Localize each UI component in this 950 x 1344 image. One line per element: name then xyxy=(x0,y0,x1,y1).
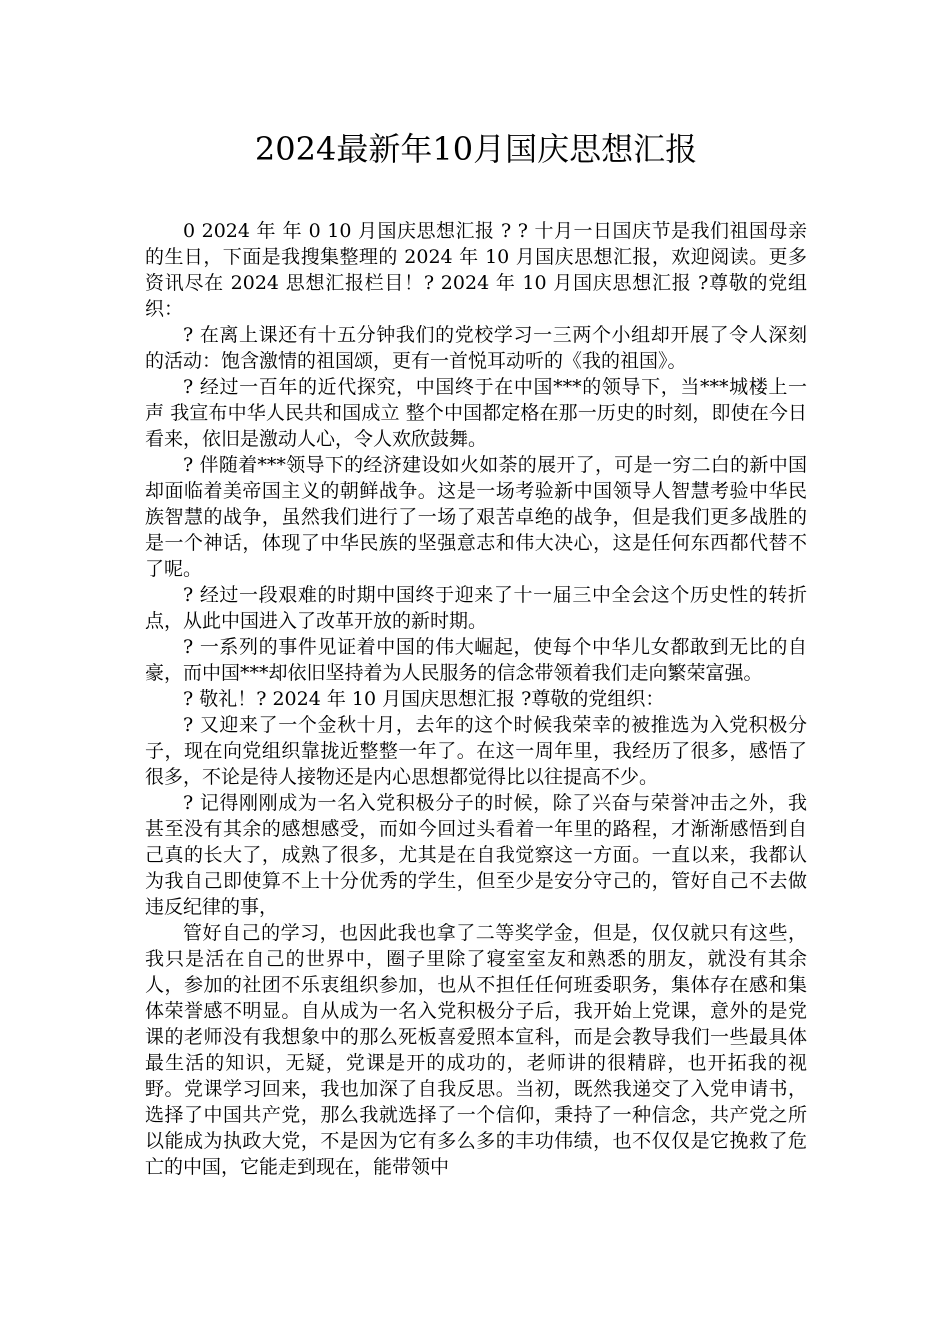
document-title: 2024最新年10月国庆思想汇报 xyxy=(254,130,698,168)
paragraph-3: ? 经过一百年的近代探究，中国终于在中国***的领导下，当***城楼上一声 我宣布中华人民共和国成立 整个中国都定格在那一历史的时刻，即使在今日看来，依旧是激动人心，令人欢欣鼓舞。 xyxy=(145,376,807,450)
document-page xyxy=(145,120,807,1180)
paragraph-2: ? 在离上课还有十五分钟我们的党校学习一三两个小组却开展了令人深刻的活动：饱含激情的祖国颂，更有一首悦耳动听的《我的祖国》。 xyxy=(145,324,807,372)
paragraph-4: ? 伴随着***领导下的经济建设如火如荼的展开了，可是一穷二白的新中国却面临着美帝国主义的朝鲜战争。这是一场考验新中国领导人智慧考验中华民族智慧的战争，虽然我们进行了一场了艰苦卓绝的战争，但是我们更多战胜的是一个神话，体现了中华民族的坚强意志和伟大决心，这是任何东西都代替不了呢。 xyxy=(145,454,807,580)
paragraph-9: ? 记得刚刚成为一名入党积极分子的时候，除了兴奋与荣誉冲击之外，我甚至没有其余的感想感受，而如今回过头看着一年里的路程，才渐渐感悟到自己真的长大了，成熟了很多，尤其是在自我觉察这一方面。一直以来，我都认为我自己即使算不上十分优秀的学生，但至少是安分守己的，管好自己不去做违反纪律的事， xyxy=(145,792,807,918)
paragraph-6: ? 一系列的事件见证着中国的伟大崛起，使每个中华儿女都敢到无比的自豪，而中国***却依旧坚持着为人民服务的信念带领着我们走向繁荣富强。 xyxy=(145,636,807,684)
paragraph-1: 0 2024 年 年 0 10 月国庆思想汇报 ? ? 十月一日国庆节是我们祖国母亲的生日，下面是我搜集整理的 2024 年 10 月国庆思想汇报，欢迎阅读。更多资讯尽在 2024 思想汇报栏目！? 2024 年 10 月国庆思想汇报 ?尊敬的党组织： xyxy=(145,220,807,320)
paragraph-8: ? 又迎来了一个金秋十月，去年的这个时候我荣幸的被推选为入党积极分子，现在向党组织靠拢近整整一年了。在这一周年里，我经历了很多，感悟了很多，不论是待人接物还是内心思想都觉得比以往提高不少。 xyxy=(145,714,807,788)
paragraph-7: ? 敬礼！? 2024 年 10 月国庆思想汇报 ?尊敬的党组织： xyxy=(183,688,665,710)
paragraph-10: 管好自己的学习，也因此我也拿了二等奖学金，但是，仅仅就只有这些，我只是活在自己的世界中，圈子里除了寝室室友和熟悉的朋友，就没有其余人，参加的社团不乐衷组织参加，也从不担任任何班委职务，集体存在感和集体荣誉感不明显。自从成为一名入党积极分子后，我开始上党课，意外的是党课的老师没有我想象中的那么死板喜爱照本宣科，而是会教导我们一些最具体最生活的知识，无疑，党课是开的成功的，老师讲的很精辟，也开拓我的视野。党课学习回来，我也加深了自我反思。当初，既然我递交了入党申请书，选择了中国共产党，那么我就选择了一个信仰，秉持了一种信念，共产党之所以能成为执政大党，不是因为它有多么多的丰功伟绩，也不仅仅是它挽救了危亡的中国，它能走到现在，能带领中 xyxy=(145,922,807,1178)
paragraph-5: ? 经过一段艰难的时期中国终于迎来了十一届三中全会这个历史性的转折点，从此中国进入了改革开放的新时期。 xyxy=(145,584,807,632)
document-body xyxy=(145,218,807,1180)
